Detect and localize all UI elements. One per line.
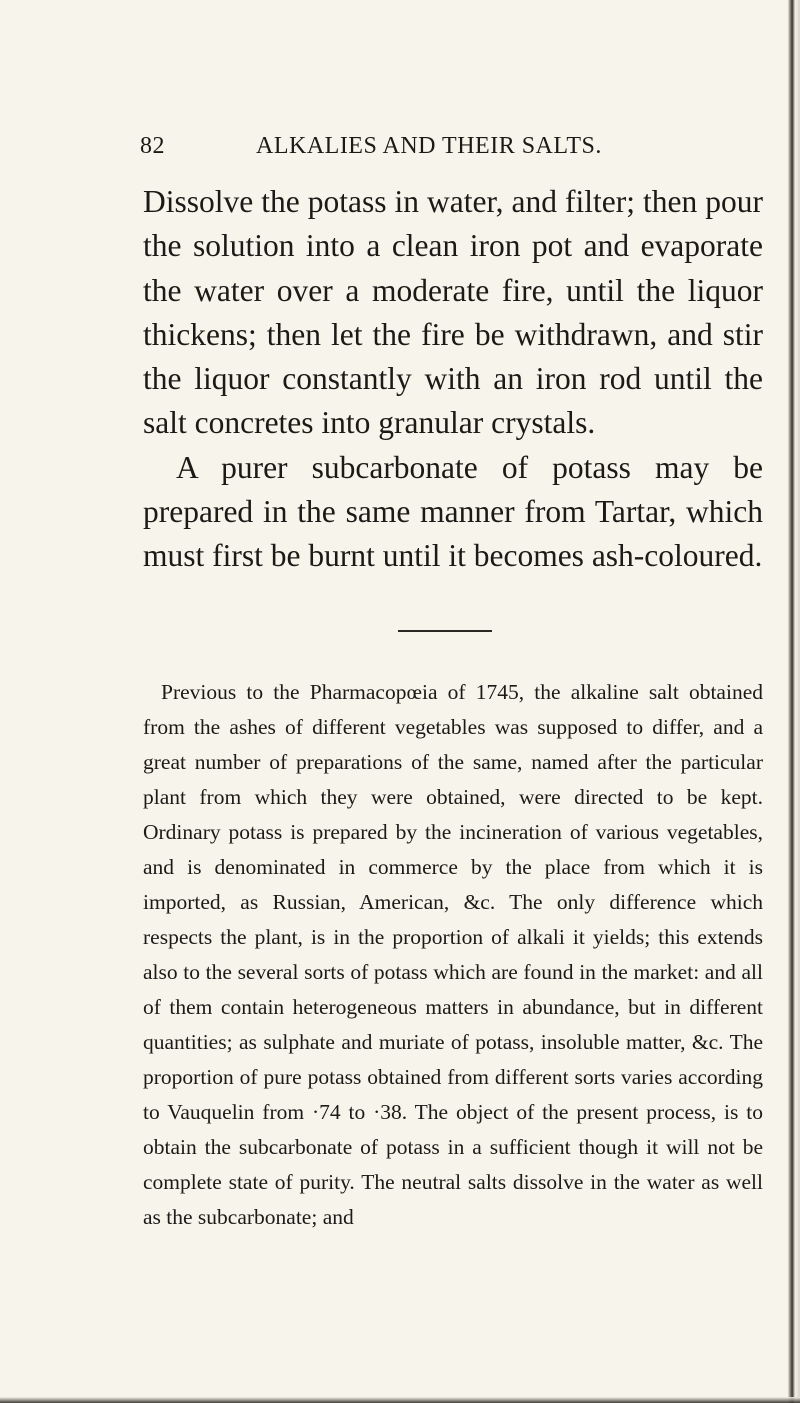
body-paragraph-2: A purer subcarbonate of potass may be prepared in the same manner from Tartar, which must first be burnt until it becomes ash-coloured. [143, 449, 763, 574]
running-title: ALKALIES AND THEIR SALTS. [256, 133, 602, 159]
page-number: 82 [140, 133, 165, 159]
running-head [140, 133, 660, 167]
section-divider [398, 630, 492, 632]
page-edge-shadow [788, 0, 800, 1403]
commentary-paragraph: Previous to the Pharmacopœia of 1745, the alkaline salt obtained from the ashes of different vegetables was supposed to differ, and a great number of preparations of the same, named after the particular plant from which they were obtained, were directed to be kept. Ordinary potass is prepared by the incineration of various vegetables, and is denominated in commerce by the place from which it is imported, as Russian, American, &c. The only difference which respects the plant, is in the proportion of alkali it yields; this extends also to the several sorts of potass which are found in the market: and all of them contain heterogeneous matters in abundance, but in different quantities; as sulphate and muriate of potass, insoluble matter, &c. The proportion of pure potass obtained from different sorts varies according to Vauquelin from ·74 to ·38. The object of the present process, is to obtain the subcarbonate of potass in a sufficient though it will not be complete state of purity. The neutral salts dissolve in the water as well as the subcarbonate; and [143, 680, 763, 1229]
commentary-note [143, 675, 763, 1235]
body-paragraph-1: Dissolve the potass in water, and filter; then pour the solution into a clean iron pot and evaporate the water over a moderate fire, until the liquor thickens; then let the fire be withdrawn, and stir the liquor constantly with an iron rod until the salt concretes into granular crystals. [143, 184, 763, 441]
page-bottom-edge [0, 1397, 800, 1403]
main-body-text [143, 180, 763, 579]
